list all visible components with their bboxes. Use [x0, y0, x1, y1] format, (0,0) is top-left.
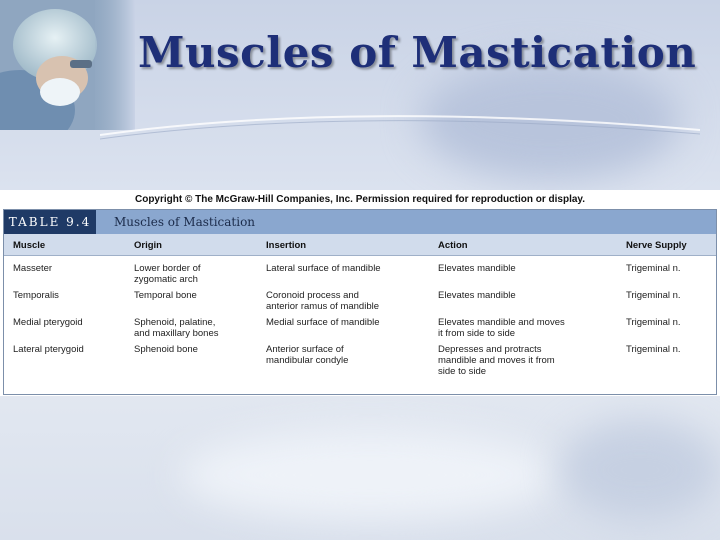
insertion-cell: [266, 290, 379, 312]
column-header-origin: Origin: [134, 240, 162, 251]
figure-panel: [0, 190, 720, 396]
insertion-cell: [266, 344, 348, 366]
cell-line: Elevates mandible: [438, 263, 516, 274]
cell-line: side to side: [438, 366, 487, 377]
table-caption: Muscles of Mastication: [96, 210, 716, 234]
column-header-muscle: Muscle: [13, 240, 46, 251]
nerve-cell: Trigeminal n.: [626, 317, 681, 328]
column-header-insertion: Insertion: [266, 240, 307, 251]
column-header-row: [4, 234, 716, 256]
action-cell: [438, 263, 516, 274]
action-cell: [438, 290, 516, 301]
background-blob: [560, 420, 720, 520]
table-row: [4, 344, 716, 384]
muscle-cell: Temporalis: [13, 290, 59, 301]
muscle-cell: Masseter: [13, 263, 53, 274]
column-header-action: Action: [438, 240, 468, 251]
cell-line: Sphenoid bone: [134, 344, 198, 355]
muscle-cell: Lateral pterygoid: [13, 344, 84, 355]
action-cell: [438, 317, 565, 339]
table-row: [4, 263, 716, 290]
cell-line: Lateral surface of mandible: [266, 263, 381, 274]
insertion-cell: [266, 317, 380, 328]
nerve-cell: Trigeminal n.: [626, 290, 681, 301]
cell-line: mandible and moves it from: [438, 355, 555, 366]
action-cell: [438, 344, 555, 377]
copyright-notice: Copyright © The McGraw-Hill Companies, Inc. Permission required for reproduction or display.: [134, 194, 586, 205]
table-row: [4, 290, 716, 317]
origin-cell: [134, 290, 197, 301]
table-row: [4, 317, 716, 344]
cell-line: Coronoid process and: [266, 290, 359, 301]
origin-cell: [134, 344, 198, 355]
cell-line: anterior ramus of mandible: [266, 301, 379, 312]
origin-cell: [134, 263, 201, 285]
table-number: TABLE 9.4: [4, 210, 96, 234]
cell-line: Lower border of: [134, 263, 201, 274]
decorative-curve: [100, 105, 700, 175]
muscle-table: [3, 209, 717, 395]
cell-line: Elevates mandible: [438, 290, 516, 301]
cell-line: zygomatic arch: [134, 274, 198, 285]
cell-line: Temporal bone: [134, 290, 197, 301]
cell-line: Sphenoid, palatine,: [134, 317, 216, 328]
column-header-nerve-supply: Nerve Supply: [626, 240, 687, 251]
cell-line: Medial surface of mandible: [266, 317, 380, 328]
muscle-cell: Medial pterygoid: [13, 317, 83, 328]
cell-line: and maxillary bones: [134, 328, 219, 339]
cell-line: Anterior surface of: [266, 344, 344, 355]
cell-line: Depresses and protracts: [438, 344, 542, 355]
table-header-bar: [4, 210, 716, 234]
cell-line: it from side to side: [438, 328, 516, 339]
cell-line: mandibular condyle: [266, 355, 349, 366]
nerve-cell: Trigeminal n.: [626, 263, 681, 274]
slide-title: Muscles of Mastication: [138, 28, 697, 77]
cell-line: Elevates mandible and moves: [438, 317, 565, 328]
insertion-cell: [266, 263, 381, 274]
background-blob: [180, 430, 560, 520]
origin-cell: [134, 317, 219, 339]
nerve-cell: Trigeminal n.: [626, 344, 681, 355]
